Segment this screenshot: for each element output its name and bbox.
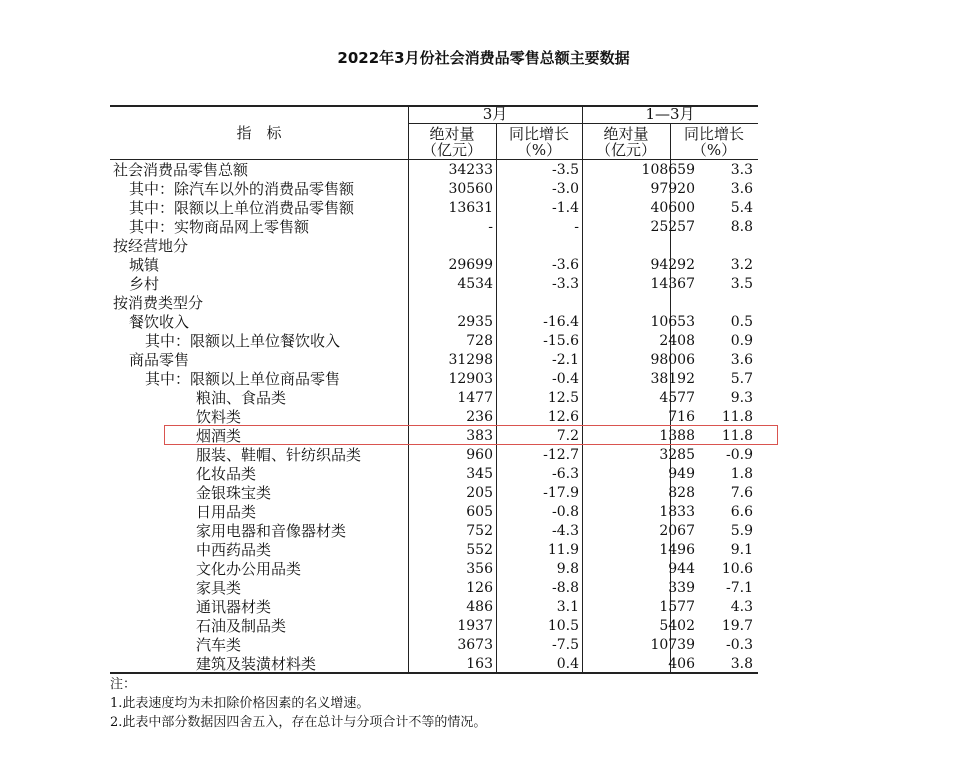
march-yoy-growth: 10.5	[547, 618, 579, 634]
march-yoy-growth: 9.8	[556, 561, 579, 577]
table-row	[110, 180, 758, 199]
row-label: 建筑及装潢材料类	[196, 655, 317, 673]
march-absolute-value: 552	[466, 542, 493, 558]
row-label: 石油及制品类	[196, 617, 287, 635]
table-row	[110, 522, 758, 541]
table-row	[110, 579, 758, 598]
march-absolute-value: 2935	[457, 314, 493, 330]
march-absolute-value: 3673	[457, 637, 493, 653]
row-label: 商品零售	[129, 351, 190, 369]
march-yoy-growth: 3.1	[556, 599, 579, 615]
row-label: 粮油、食品类	[196, 389, 287, 407]
row-label: 餐饮收入	[129, 313, 190, 331]
row-label: 金银珠宝类	[196, 484, 272, 502]
march-absolute-value: 31298	[448, 352, 493, 368]
note-2: 2.此表中部分数据因四舍五入，存在总计与分项合计不等的情况。	[110, 715, 487, 730]
ytd-yoy-growth: 1.8	[730, 466, 753, 482]
header-group-rule	[408, 123, 758, 124]
ytd-yoy-growth: 3.6	[730, 352, 753, 368]
row-label: 其中：限额以上单位餐饮收入	[145, 332, 341, 350]
table-row	[110, 218, 758, 237]
ytd-absolute-value: 1833	[659, 504, 695, 520]
ytd-absolute-value: 944	[668, 561, 695, 577]
ytd-absolute-value: 1496	[659, 542, 695, 558]
indicator-header: 指 标	[236, 124, 282, 142]
table-row	[110, 237, 758, 256]
march-absolute-value: 383	[466, 428, 493, 444]
march-absolute-value: 236	[466, 409, 493, 425]
ytd-absolute-value: 339	[668, 580, 695, 596]
ytd-abs-unit: （亿元）	[595, 141, 656, 159]
ytd-absolute-value: 25257	[650, 219, 695, 235]
highlighted-row-box	[164, 425, 778, 445]
ytd-yoy-header: 同比增长	[683, 125, 744, 143]
ytd-yoy-growth: 10.6	[721, 561, 753, 577]
table-row	[110, 332, 758, 351]
table-row	[110, 465, 758, 484]
table-row	[110, 541, 758, 560]
table-row	[110, 351, 758, 370]
march-absolute-value: 1477	[457, 390, 493, 406]
ytd-absolute-value: 949	[668, 466, 695, 482]
row-label: 按经营地分	[113, 237, 189, 255]
ytd-absolute-value: 5402	[659, 618, 695, 634]
march-absolute-value: 960	[466, 447, 493, 463]
table-row	[110, 370, 758, 389]
ytd-absolute-value: 1388	[659, 428, 695, 444]
ytd-yoy-growth: -7.1	[726, 580, 753, 596]
row-label: 饮料类	[196, 408, 242, 426]
retail-sales-table	[110, 105, 758, 673]
ytd-yoy-growth: 5.4	[730, 200, 753, 216]
ytd-yoy-growth: 3.5	[730, 276, 753, 292]
table-row	[110, 161, 758, 180]
march-yoy-growth: -3.3	[552, 276, 579, 292]
table-row	[110, 655, 758, 674]
march-yoy-header: 同比增长	[508, 125, 569, 143]
march-yoy-growth: -15.6	[543, 333, 579, 349]
ytd-absolute-value: 406	[668, 656, 695, 672]
march-abs-unit: （亿元）	[421, 141, 482, 159]
ytd-absolute-value: 38192	[650, 371, 695, 387]
march-yoy-growth: -0.8	[552, 504, 579, 520]
march-absolute-value: 30560	[448, 181, 493, 197]
march-yoy-growth: 11.9	[547, 542, 579, 558]
header-bottom-rule	[110, 159, 758, 160]
row-label: 中西药品类	[196, 541, 272, 559]
row-label: 乡村	[129, 275, 160, 293]
row-label: 社会消费品零售总额	[113, 161, 249, 179]
ytd-yoy-growth: 3.6	[730, 181, 753, 197]
march-absolute-value: 605	[466, 504, 493, 520]
march-absolute-value: 13631	[448, 200, 493, 216]
march-absolute-value: 163	[466, 656, 493, 672]
row-label: 化妆品类	[196, 465, 257, 483]
march-yoy-growth: -1.4	[552, 200, 579, 216]
march-absolute-value: 728	[466, 333, 493, 349]
row-label: 烟酒类	[196, 427, 242, 445]
march-absolute-value: 486	[466, 599, 493, 615]
march-yoy-growth: -4.3	[552, 523, 579, 539]
ytd-yoy-growth: 3.3	[730, 162, 753, 178]
ytd-yoy-growth: -0.9	[726, 447, 753, 463]
note-1: 1.此表速度均为未扣除价格因素的名义增速。	[110, 696, 370, 711]
ytd-absolute-value: 2408	[659, 333, 695, 349]
march-yoy-growth: -3.6	[552, 257, 579, 273]
march-yoy-unit: （%）	[516, 141, 562, 159]
table-row	[110, 446, 758, 465]
table-row	[110, 503, 758, 522]
table-row	[110, 199, 758, 218]
march-absolute-value: 1937	[457, 618, 493, 634]
ytd-yoy-growth: 4.3	[730, 599, 753, 615]
march-yoy-growth: 12.5	[547, 390, 579, 406]
ytd-absolute-value: 14367	[650, 276, 695, 292]
ytd-yoy-growth: 3.2	[730, 257, 753, 273]
march-absolute-value: -	[488, 219, 493, 235]
ytd-absolute-value: 40600	[650, 200, 695, 216]
table-row	[110, 617, 758, 636]
table-row	[110, 256, 758, 275]
ytd-yoy-growth: 0.5	[730, 314, 753, 330]
march-yoy-growth: 0.4	[556, 656, 579, 672]
row-label: 按消费类型分	[113, 294, 204, 312]
ytd-yoy-growth: 6.6	[730, 504, 753, 520]
page-title: 2022年3月份社会消费品零售总额主要数据	[337, 49, 630, 67]
march-yoy-growth: 7.2	[556, 428, 579, 444]
march-yoy-growth: -6.3	[552, 466, 579, 482]
ytd-yoy-growth: 9.3	[730, 390, 753, 406]
march-yoy-growth: -3.0	[552, 181, 579, 197]
ytd-absolute-value: 4577	[659, 390, 695, 406]
march-absolute-value: 126	[466, 580, 493, 596]
row-label: 服装、鞋帽、针纺织品类	[196, 446, 362, 464]
notes-heading: 注：	[110, 677, 137, 692]
ytd-yoy-growth: 11.8	[721, 409, 753, 425]
march-abs-header: 绝对量	[429, 125, 475, 143]
ytd-absolute-value: 828	[668, 485, 695, 501]
ytd-absolute-value: 10739	[650, 637, 695, 653]
table-row	[110, 598, 758, 617]
march-yoy-growth: -3.5	[552, 162, 579, 178]
table-row	[110, 636, 758, 655]
ytd-yoy-growth: 11.8	[721, 428, 753, 444]
march-yoy-growth: 12.6	[547, 409, 579, 425]
row-label: 通讯器材类	[196, 598, 272, 616]
march-yoy-growth: -7.5	[552, 637, 579, 653]
table-row	[110, 294, 758, 313]
ytd-yoy-unit: （%）	[691, 141, 737, 159]
march-yoy-growth: -12.7	[543, 447, 579, 463]
ytd-absolute-value: 3285	[659, 447, 695, 463]
row-label: 其中：限额以上单位商品零售	[145, 370, 341, 388]
march-absolute-value: 12903	[448, 371, 493, 387]
march-absolute-value: 752	[466, 523, 493, 539]
march-absolute-value: 205	[466, 485, 493, 501]
table-row	[110, 275, 758, 294]
ytd-abs-header: 绝对量	[603, 125, 649, 143]
march-group-header: 3月	[482, 105, 508, 123]
table-row	[110, 484, 758, 503]
march-absolute-value: 29699	[448, 257, 493, 273]
table-row	[110, 313, 758, 332]
table-row	[110, 560, 758, 579]
march-yoy-growth: -17.9	[543, 485, 579, 501]
march-yoy-growth: -16.4	[543, 314, 579, 330]
march-yoy-growth: -0.4	[552, 371, 579, 387]
ytd-absolute-value: 108659	[641, 162, 695, 178]
march-absolute-value: 356	[466, 561, 493, 577]
ytd-yoy-growth: 5.9	[730, 523, 753, 539]
row-label: 汽车类	[196, 636, 242, 654]
ytd-group-header: 1—3月	[645, 105, 695, 123]
ytd-yoy-growth: 7.6	[730, 485, 753, 501]
march-absolute-value: 34233	[448, 162, 493, 178]
ytd-yoy-growth: 3.8	[730, 656, 753, 672]
march-absolute-value: 345	[466, 466, 493, 482]
ytd-absolute-value: 10653	[650, 314, 695, 330]
ytd-absolute-value: 97920	[650, 181, 695, 197]
ytd-absolute-value: 98006	[650, 352, 695, 368]
ytd-absolute-value: 2067	[659, 523, 695, 539]
row-label: 家用电器和音像器材类	[196, 522, 347, 540]
row-label: 文化办公用品类	[196, 560, 302, 578]
ytd-yoy-growth: 5.7	[730, 371, 753, 387]
row-label: 家具类	[196, 579, 242, 597]
row-label: 城镇	[129, 256, 160, 274]
ytd-absolute-value: 1577	[659, 599, 695, 615]
march-absolute-value: 4534	[457, 276, 493, 292]
ytd-yoy-growth: 8.8	[730, 219, 753, 235]
march-yoy-growth: -	[574, 219, 579, 235]
ytd-yoy-growth: 9.1	[730, 542, 753, 558]
row-label: 其中：实物商品网上零售额	[129, 218, 310, 236]
march-yoy-growth: -8.8	[552, 580, 579, 596]
ytd-absolute-value: 94292	[650, 257, 695, 273]
row-label: 其中：除汽车以外的消费品零售额	[129, 180, 355, 198]
march-yoy-growth: -2.1	[552, 352, 579, 368]
ytd-absolute-value: 716	[668, 409, 695, 425]
row-label: 日用品类	[196, 503, 257, 521]
ytd-yoy-growth: 19.7	[721, 618, 753, 634]
table-row	[110, 389, 758, 408]
table-notes	[110, 675, 486, 732]
ytd-yoy-growth: -0.3	[726, 637, 753, 653]
row-label: 其中：限额以上单位消费品零售额	[129, 199, 355, 217]
ytd-yoy-growth: 0.9	[730, 333, 753, 349]
